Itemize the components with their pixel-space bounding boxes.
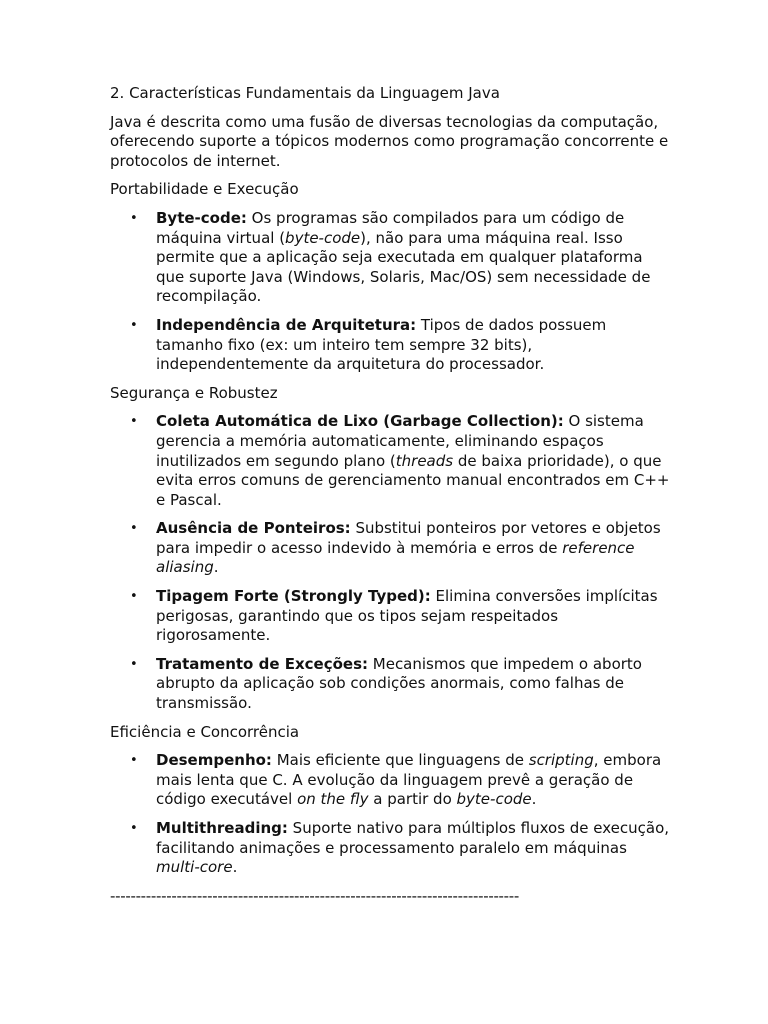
item-text: de baixa prioridade), o que evita erros comuns de gerenciamento manual encontrados em C++ e Pascal. — [156, 451, 670, 509]
item-text: Mecanismos que impedem o aborto abrupto da aplicação sob condições anormais, como falhas de transmissão. — [156, 654, 642, 713]
item-term: Byte-code: — [156, 208, 247, 227]
list-item — [110, 655, 670, 714]
section-heading: Segurança e Robustez — [110, 383, 278, 402]
intro-paragraph: Java é descrita como uma fusão de diversas tecnologias da computação, oferecendo suporte a tópicos modernos como programação concorrente e protocolos de internet. — [110, 112, 669, 170]
item-text: Elimina conversões implícitas perigosas, garantindo que os tipos sejam respeitados rigorosamente. — [156, 587, 658, 645]
item-term: Coleta Automática de Lixo (Garbage Collection): — [156, 412, 564, 431]
bullet-icon: • — [130, 656, 138, 672]
item-text: . — [531, 790, 537, 809]
document-body — [110, 84, 670, 906]
list-item — [110, 209, 670, 307]
item-term: Desempenho: — [156, 751, 272, 770]
item-text: Suporte nativo para múltiplos fluxos de execução, facilitando animações e processamento paralelo em máquinas — [156, 819, 670, 857]
item-emphasis: multi-core — [156, 858, 233, 877]
item-text: . — [232, 858, 238, 877]
bullet-icon: • — [130, 589, 138, 605]
item-text: Substitui ponteiros por vetores e objetos para impedir o acesso indevido à memória e erros de — [156, 519, 661, 557]
list-item — [110, 519, 670, 578]
section-heading: Portabilidade e Execução — [110, 180, 299, 199]
item-text: Tipos de dados possuem tamanho fixo (ex: um inteiro tem sempre 32 bits), independentemente da arquitetura do processador. — [156, 315, 607, 374]
item-text: ), não para uma máquina real. Isso permite que a aplicação seja executada em qualquer plataforma que suporte Java (Windows, Solaris, Mac/OS) sem necessidade de recompilação. — [156, 228, 651, 306]
bullet-icon: • — [130, 317, 138, 333]
bullet-list — [110, 751, 670, 878]
item-text: Os programas são compilados para um código de máquina virtual ( — [156, 208, 625, 247]
item-text: Mais eficiente que linguagens de — [271, 751, 529, 770]
item-term: Multithreading: — [156, 819, 288, 837]
item-term: Independência de Arquitetura: — [156, 315, 417, 334]
bullet-list — [110, 209, 670, 375]
list-item — [110, 751, 670, 810]
bullet-icon: • — [130, 414, 138, 430]
item-text: . — [213, 558, 219, 577]
item-term: Tipagem Forte (Strongly Typed): — [156, 587, 431, 606]
item-text: a partir do — [368, 790, 457, 809]
list-item — [110, 316, 670, 375]
bullet-icon: • — [130, 210, 138, 226]
list-item — [110, 819, 670, 878]
bullet-icon: • — [130, 821, 138, 836]
item-term: Ausência de Ponteiros: — [156, 519, 351, 538]
bullet-icon: • — [130, 521, 138, 537]
item-emphasis: reference aliasing — [156, 538, 635, 577]
list-item — [110, 412, 670, 510]
divider-line: -------------------------------------------------------------------------------- — [110, 886, 520, 905]
sections-container — [110, 180, 670, 877]
bullet-list — [110, 412, 670, 713]
list-item — [110, 587, 670, 646]
item-emphasis: scripting — [528, 751, 594, 770]
item-term: Tratamento de Exceções: — [156, 654, 368, 673]
item-emphasis: byte-code — [456, 790, 532, 809]
item-emphasis: on the fly — [297, 790, 369, 809]
item-emphasis: byte-code — [285, 228, 361, 247]
item-text: , embora mais lenta que C. A evolução da linguagem prevê a geração de código executável — [156, 751, 662, 809]
section-heading: Eficiência e Concorrência — [110, 722, 300, 741]
item-text: O sistema gerencia a memória automaticamente, eliminando espaços inutilizados em segundo plano ( — [156, 412, 644, 470]
bullet-icon: • — [130, 753, 138, 769]
item-emphasis: threads — [395, 451, 454, 470]
document-title: 2. Características Fundamentais da Linguagem Java — [110, 84, 500, 102]
